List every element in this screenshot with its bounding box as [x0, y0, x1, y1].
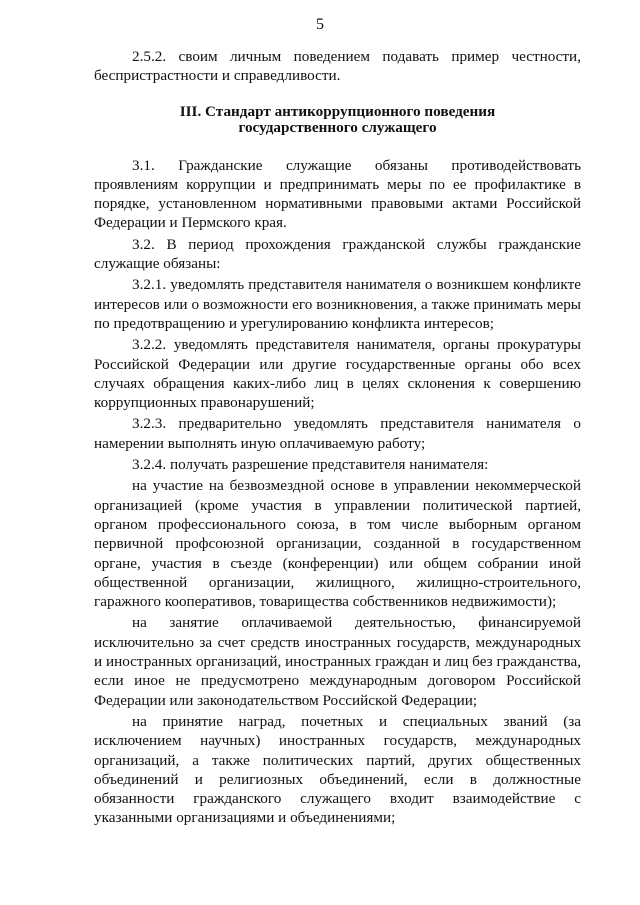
section-title: [94, 104, 581, 136]
paragraph-participation: на участие на безвозмездной основе в управлении некоммерческой организацией (кроме участия в управлении политической партией, органом профессионального союза, в том числе выборным органом первичной профсоюзной организации, созданной в государственном органе, участия в съезде (конференции) или общем собрании иной общественной организации, жилищного, жилищно-строительного, гаражного кооперативов, товарищества собственников недвижимости);: [94, 477, 581, 611]
paragraph-3-2-3: 3.2.3. предварительно уведомлять представителя нанимателя о намерении выполнять иную оплачиваемую работу;: [94, 415, 581, 452]
section-title-line-2: государственного служащего: [238, 118, 437, 136]
paragraph-paid-activity: на занятие оплачиваемой деятельностью, финансируемой исключительно за счет средств иностранных государств, международных и иностранных организаций, иностранных граждан и лиц без гражданства, если иное не предусмотрено международным договором Российской Федерации или законодательством Российской Федерации;: [94, 614, 581, 709]
paragraph-3-2-2: 3.2.2. уведомлять представителя нанимателя, органы прокуратуры Российской Федерации или другие государственные органы обо всех случаях обращения каких-либо лиц в целях склонения к совершению коррупционных правонарушений;: [94, 336, 581, 412]
paragraph-2-5-2: 2.5.2. своим личным поведением подавать пример честности, беспристрастности и справедливости.: [94, 48, 581, 85]
document-body: [94, 47, 581, 830]
paragraph-3-2-1: 3.2.1. уведомлять представителя нанимателя о возникшем конфликте интересов или о возможности его возникновения, а также принимать меры по предотвращению и урегулированию конфликта интересов;: [94, 276, 581, 332]
paragraph-awards: на принятие наград, почетных и специальных званий (за исключением научных) иностранных государств, международных организаций, а также политических партий, других общественных объединений и религиозных объединений, если в должностные обязанности гражданского служащего входит взаимодействие с указанными организациями и объединениями;: [94, 712, 581, 827]
paragraph-3-2-4: 3.2.4. получать разрешение представителя нанимателя:: [132, 456, 489, 474]
paragraph-3-1: 3.1. Гражданские служащие обязаны противодействовать проявлениям коррупции и предпринимать меры по ее профилактике в порядке, установленном нормативными правовыми актами Российской Федерации и Пермского края.: [94, 156, 581, 232]
page-number: 5: [316, 16, 324, 33]
paragraph-3-2: 3.2. В период прохождения гражданской службы гражданские служащие обязаны:: [94, 235, 581, 273]
section-title-line-1: III. Стандарт антикоррупционного поведения: [179, 102, 496, 120]
